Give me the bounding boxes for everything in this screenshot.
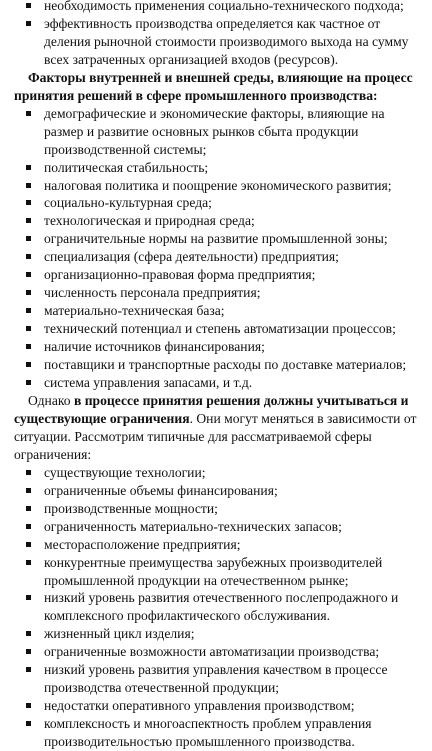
list-item-text: политическая стабильность; [44, 159, 209, 175]
list-item [14, 536, 422, 554]
bullet-square-icon [26, 236, 31, 241]
list-item [14, 320, 422, 338]
list-item-text: организационно-правовая форма предприятия; [44, 267, 316, 283]
bullet-square-icon [26, 362, 31, 367]
list-item-text: поставщики и транспортные расходы по доставке материалов; [44, 357, 407, 373]
list-item-text: система управления запасами, и т.д. [44, 375, 253, 391]
list-item [14, 105, 422, 159]
list-item-text: ограничительные нормы на развитие промышленной зоны; [44, 231, 388, 247]
list-item [14, 266, 422, 284]
list-item [14, 194, 422, 212]
bullet-square-icon [26, 380, 31, 385]
paragraph-emphasis: в процессе принятия решения должны учитываться и существующие ограничения [14, 392, 409, 426]
bullet-square-icon [26, 272, 31, 277]
bullet-square-icon [26, 524, 31, 529]
list-item [14, 661, 422, 697]
bullet-square-icon [26, 200, 31, 205]
bullet-square-icon [26, 488, 31, 493]
bullet-square-icon [26, 165, 31, 170]
list-item-text: производственные мощности; [44, 500, 218, 516]
list-item-text: социально-культурная среда; [44, 195, 212, 211]
list-item [14, 697, 422, 715]
bullet-square-icon [26, 290, 31, 295]
list-item-text: материально-техническая база; [44, 303, 225, 319]
list-item [14, 625, 422, 643]
list-item [14, 302, 422, 320]
list-item [14, 589, 422, 625]
list-item [14, 356, 422, 374]
list-item-text: жизненный цикл изделия; [44, 626, 195, 642]
list-item [14, 15, 422, 69]
bullet-square-icon [26, 542, 31, 547]
list-environment-factors [14, 105, 422, 392]
list-item [14, 159, 422, 177]
bullet-square-icon [26, 326, 31, 331]
list-item [14, 177, 422, 195]
bullet-square-icon [26, 470, 31, 475]
list-item-text: низкий уровень развития управления качеством в процессе производства отечественной продукции; [44, 662, 388, 696]
list-item-text: комплексность и многоаспектность проблем управления производительностью промышленного производства. [44, 716, 372, 750]
list-item [14, 284, 422, 302]
bullet-square-icon [26, 111, 31, 116]
section-heading: Факторы внутренней и внешней среды, влияющие на процесс принятия решений в сфере промышленного производства: [14, 69, 413, 103]
bullet-square-icon [26, 595, 31, 600]
constraints-paragraph [14, 392, 422, 464]
bullet-square-icon [26, 218, 31, 223]
paragraph-rest: . Они могут меняться в зависимости от ситуации. Рассмотрим типичные для рассматриваемой сферы ограничения: [14, 410, 417, 462]
list-item [14, 464, 422, 482]
bullet-square-icon [26, 506, 31, 511]
list-item [14, 212, 422, 230]
bullet-square-icon [26, 254, 31, 259]
bullet-square-icon [26, 721, 31, 726]
bullet-square-icon [26, 703, 31, 708]
list-item-text: технологическая и природная среда; [44, 213, 255, 229]
list-item-text: эффективность производства определяется как частное от деления рыночной стоимости производимого выхода на сумму всех затраченных организацией входов (ресурсов). [44, 15, 409, 67]
list-item-text: наличие источников финансирования; [44, 339, 265, 355]
bullet-square-icon [26, 21, 31, 26]
bullet-square-icon [26, 631, 31, 636]
list-item [14, 500, 422, 518]
list-item-text: численность персонала предприятия; [44, 285, 261, 301]
bullet-square-icon [26, 560, 31, 565]
bullet-square-icon [26, 649, 31, 654]
list-item-text: демографические и экономические факторы, влияющие на размер и развитие основных рынков сбыта продукции производственной системы; [44, 105, 385, 157]
list-item-text: необходимость применения социально-технического подхода; [44, 0, 404, 13]
bullet-square-icon [26, 308, 31, 313]
bullet-square-icon [26, 667, 31, 672]
list-item [14, 0, 422, 15]
list-item-text: конкурентные преимущества зарубежных производителей промышленной продукции на отечественном рынке; [44, 554, 383, 588]
document-page [14, 0, 422, 751]
list-item-text: месторасположение предприятия; [44, 536, 241, 552]
list-item [14, 338, 422, 356]
list-item-text: ограниченные возможности автоматизации производства; [44, 644, 380, 660]
bullet-square-icon [26, 3, 31, 8]
list-item-text: технический потенциал и степень автоматизации процессов; [44, 321, 396, 337]
list-constraints [14, 464, 422, 751]
list-item [14, 715, 422, 751]
bullet-square-icon [26, 183, 31, 188]
list-item-text: специализация (сфера деятельности) предприятия; [44, 249, 339, 265]
list-item-text: низкий уровень развития отечественного послепродажного и комплексного профилактического обслуживания. [44, 590, 399, 624]
list-item-text: недостатки оперативного управления производством; [44, 698, 355, 714]
list-item [14, 518, 422, 536]
list-production-principles [14, 0, 422, 69]
list-item-text: ограниченность материально-технических запасов; [44, 518, 342, 534]
bullet-square-icon [26, 344, 31, 349]
list-item [14, 643, 422, 661]
list-item [14, 248, 422, 266]
list-item [14, 374, 422, 392]
list-item [14, 230, 422, 248]
list-item-text: налоговая политика и поощрение экономического развития; [44, 177, 392, 193]
list-item [14, 482, 422, 500]
list-item-text: ограниченные объемы финансирования; [44, 482, 278, 498]
paragraph-lead: Однако [28, 392, 74, 408]
list-item [14, 554, 422, 590]
list-item-text: существующие технологии; [44, 464, 206, 480]
